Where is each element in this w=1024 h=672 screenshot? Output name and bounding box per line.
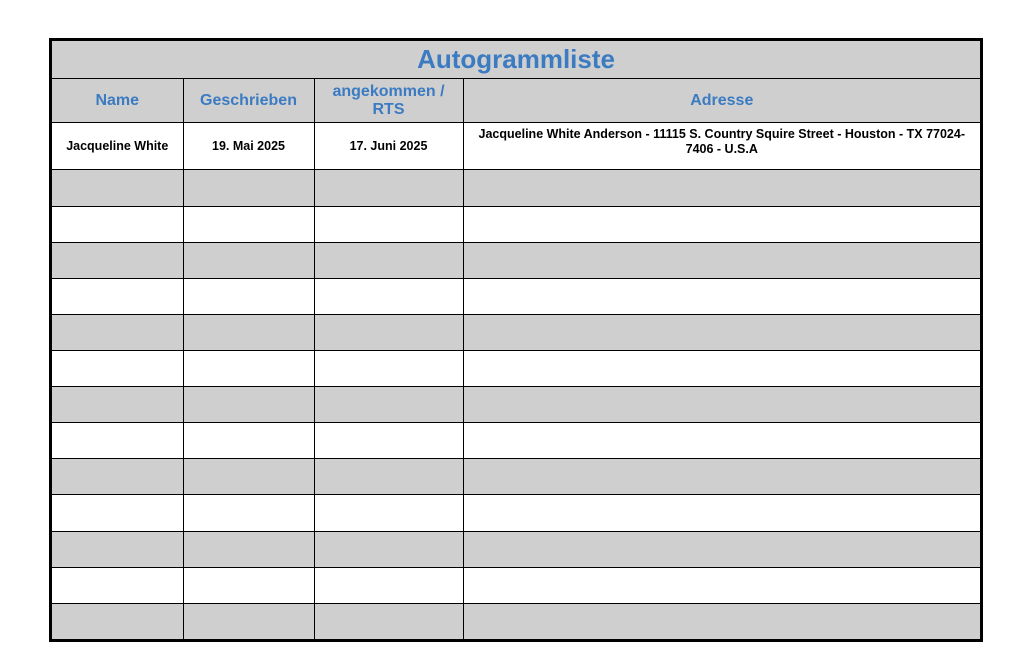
column-header-address: Adresse bbox=[463, 79, 980, 123]
cell-written bbox=[183, 423, 314, 459]
cell-written bbox=[183, 206, 314, 242]
cell-name bbox=[52, 278, 183, 314]
cell-written bbox=[183, 603, 314, 639]
cell-written bbox=[183, 314, 314, 350]
table-row bbox=[52, 123, 980, 170]
autograph-list-sheet bbox=[49, 38, 983, 642]
cell-name bbox=[52, 603, 183, 639]
cell-name bbox=[52, 206, 183, 242]
cell-name: Jacqueline White bbox=[52, 123, 183, 170]
cell-address bbox=[463, 278, 980, 314]
cell-written bbox=[183, 387, 314, 423]
table-row bbox=[52, 314, 980, 350]
cell-name bbox=[52, 170, 183, 206]
cell-arrived bbox=[314, 423, 463, 459]
cell-arrived bbox=[314, 603, 463, 639]
cell-address bbox=[463, 206, 980, 242]
table-row bbox=[52, 278, 980, 314]
cell-name bbox=[52, 495, 183, 531]
cell-arrived bbox=[314, 278, 463, 314]
cell-name bbox=[52, 387, 183, 423]
autograph-table bbox=[52, 41, 980, 639]
cell-arrived bbox=[314, 314, 463, 350]
cell-written bbox=[183, 459, 314, 495]
table-row bbox=[52, 170, 980, 206]
table-row bbox=[52, 242, 980, 278]
cell-address: Jacqueline White Anderson - 11115 S. Country Squire Street - Houston - TX 77024-7406 - U.S.A bbox=[463, 123, 980, 170]
table-row bbox=[52, 206, 980, 242]
header-row bbox=[52, 79, 980, 123]
column-header-name: Name bbox=[52, 79, 183, 123]
cell-address bbox=[463, 531, 980, 567]
cell-arrived bbox=[314, 170, 463, 206]
cell-arrived bbox=[314, 350, 463, 386]
cell-address bbox=[463, 495, 980, 531]
cell-arrived bbox=[314, 387, 463, 423]
cell-name bbox=[52, 350, 183, 386]
table-row bbox=[52, 495, 980, 531]
cell-arrived bbox=[314, 495, 463, 531]
cell-address bbox=[463, 603, 980, 639]
cell-written bbox=[183, 567, 314, 603]
table-row bbox=[52, 603, 980, 639]
cell-arrived bbox=[314, 567, 463, 603]
cell-address bbox=[463, 459, 980, 495]
cell-written bbox=[183, 495, 314, 531]
table-row bbox=[52, 350, 980, 386]
cell-name bbox=[52, 242, 183, 278]
cell-arrived bbox=[314, 531, 463, 567]
cell-written bbox=[183, 531, 314, 567]
cell-written bbox=[183, 350, 314, 386]
cell-written bbox=[183, 278, 314, 314]
column-header-arrived-line1: angekommen / bbox=[332, 82, 445, 100]
cell-address bbox=[463, 170, 980, 206]
cell-written bbox=[183, 242, 314, 278]
cell-written bbox=[183, 170, 314, 206]
table-row bbox=[52, 459, 980, 495]
title-row bbox=[52, 41, 980, 79]
column-header-arrived-line2: RTS bbox=[372, 100, 405, 118]
cell-address bbox=[463, 567, 980, 603]
cell-address bbox=[463, 314, 980, 350]
cell-name bbox=[52, 459, 183, 495]
cell-arrived bbox=[314, 206, 463, 242]
cell-name bbox=[52, 531, 183, 567]
table-row bbox=[52, 531, 980, 567]
cell-arrived bbox=[314, 242, 463, 278]
table-row bbox=[52, 567, 980, 603]
cell-arrived bbox=[314, 459, 463, 495]
page-title: Autogrammliste bbox=[52, 41, 980, 79]
cell-address bbox=[463, 423, 980, 459]
cell-name bbox=[52, 423, 183, 459]
table-row bbox=[52, 423, 980, 459]
cell-name bbox=[52, 314, 183, 350]
column-header-arrived bbox=[314, 79, 463, 123]
cell-address bbox=[463, 387, 980, 423]
column-header-written: Geschrieben bbox=[183, 79, 314, 123]
cell-arrived: 17. Juni 2025 bbox=[314, 123, 463, 170]
table-row bbox=[52, 387, 980, 423]
cell-name bbox=[52, 567, 183, 603]
cell-address bbox=[463, 350, 980, 386]
cell-written: 19. Mai 2025 bbox=[183, 123, 314, 170]
cell-address bbox=[463, 242, 980, 278]
